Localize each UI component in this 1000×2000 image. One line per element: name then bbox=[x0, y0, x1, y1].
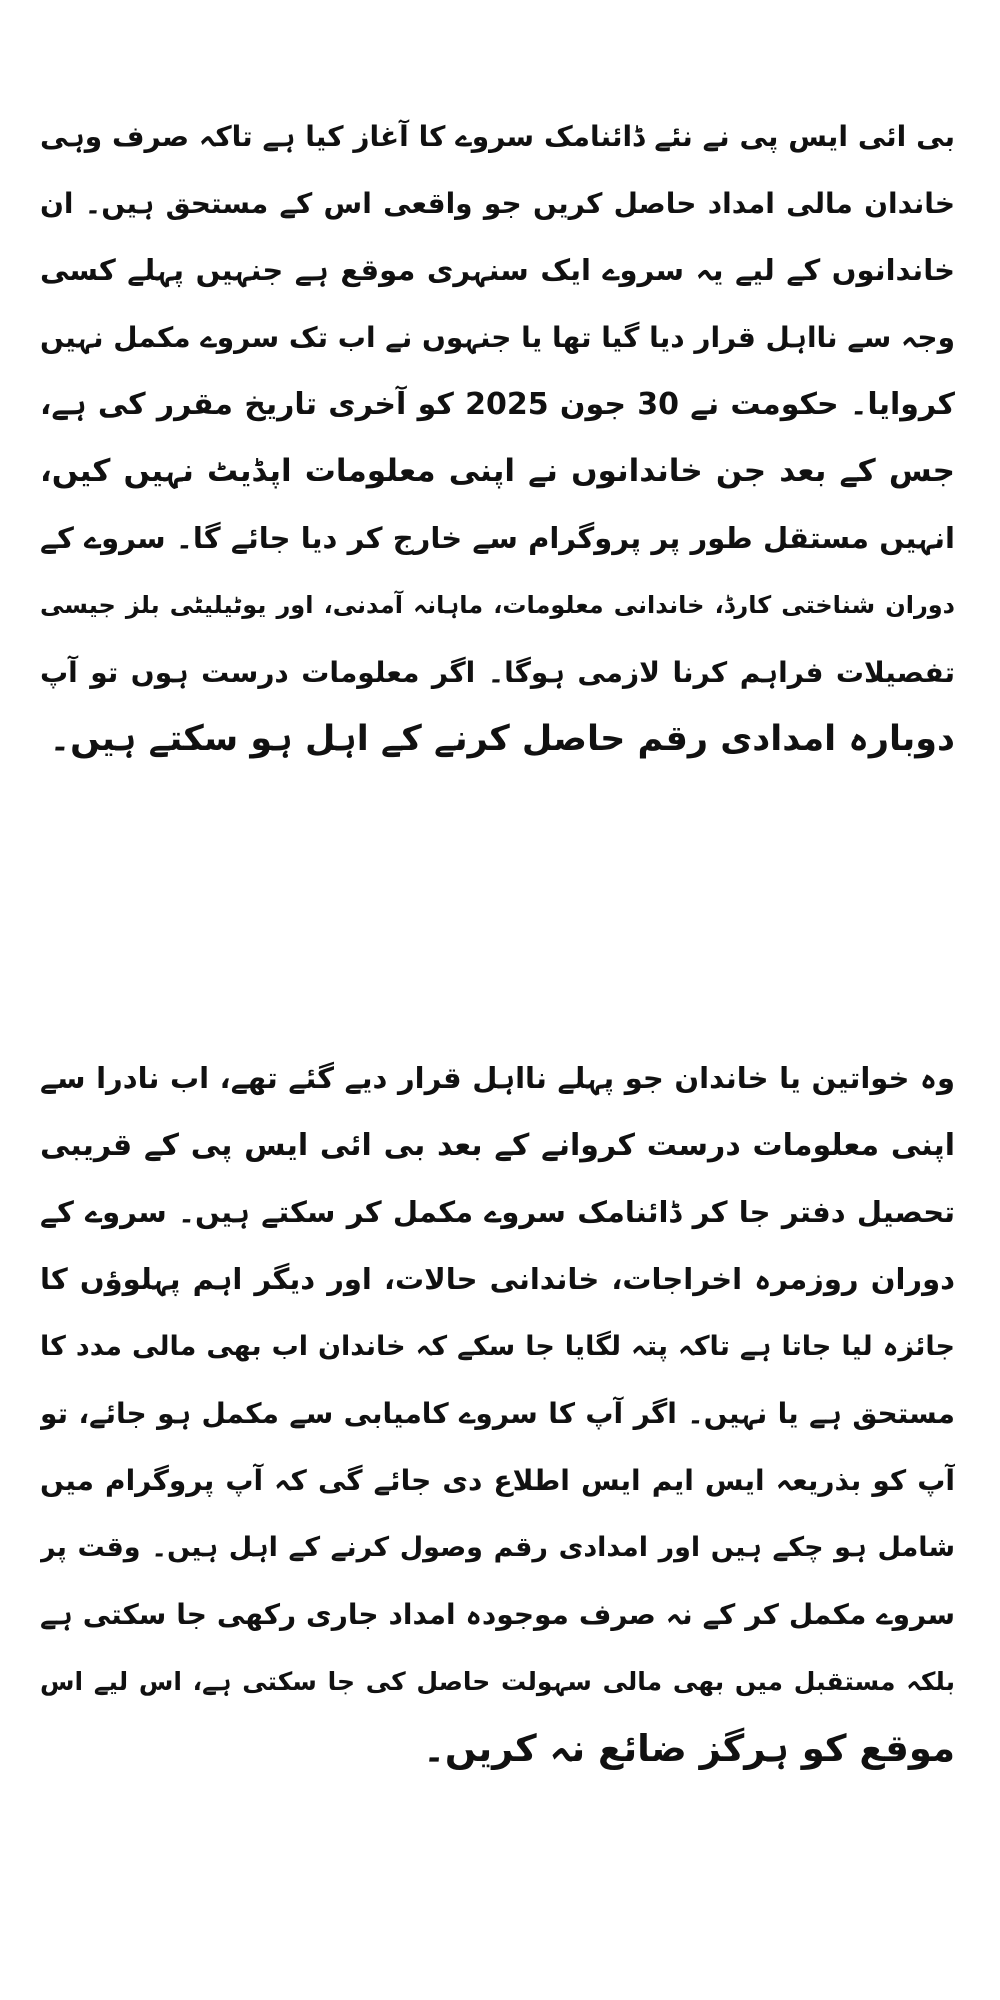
text-line: دوران شناختی کارڈ، خاندانی معلومات، ماہانہ آمدنی، اور یوٹیلیٹی بلز جیسی bbox=[40, 591, 955, 619]
text-line: دوران روزمرہ اخراجات، خاندانی حالات، اور دیگر اہم پہلوؤں کا bbox=[40, 1262, 955, 1296]
text-line: خاندان مالی امداد حاصل کریں جو واقعی اس کے مستحق ہیں۔ ان bbox=[40, 187, 955, 220]
text-line: آپ کو بذریعہ ایس ایم ایس اطلاع دی جائے گی کہ آپ پروگرام میں bbox=[40, 1464, 955, 1497]
text-line: کروایا۔ حکومت نے 30 جون 2025 کو آخری تاریخ مقرر کی ہے، bbox=[40, 387, 955, 422]
article-paragraph-1 bbox=[40, 103, 955, 773]
text-line: بی ائی ایس پی نے نئے ڈائنامک سروے کا آغاز کیا ہے تاکہ صرف وہی bbox=[40, 120, 955, 153]
text-line: مستحق ہے یا نہیں۔ اگر آپ کا سروے کامیابی سے مکمل ہو جائے، تو bbox=[40, 1397, 955, 1430]
text-line: شامل ہو چکے ہیں اور امدادی رقم وصول کرنے کے اہل ہیں۔ وقت پر bbox=[40, 1532, 955, 1563]
text-line: تفصیلات فراہم کرنا لازمی ہوگا۔ اگر معلومات درست ہوں تو آپ bbox=[40, 656, 955, 689]
text-line: سروے مکمل کر کے نہ صرف موجودہ امداد جاری رکھی جا سکتی ہے bbox=[40, 1598, 955, 1631]
text-line: انہیں مستقل طور پر پروگرام سے خارج کر دیا جائے گا۔ سروے کے bbox=[40, 521, 955, 555]
text-line: اپنی معلومات درست کروانے کے بعد بی ائی ایس پی کے قریبی bbox=[40, 1128, 955, 1163]
text-line: موقع کو ہرگز ضائع نہ کریں۔ bbox=[423, 1727, 955, 1770]
article-paragraph-2 bbox=[40, 1045, 955, 1782]
text-line: وہ خواتین یا خاندان جو پہلے نااہل قرار دیے گئے تھے، اب نادرا سے bbox=[40, 1061, 955, 1095]
text-line: جائزہ لیا جاتا ہے تاکہ پتہ لگایا جا سکے کہ خاندان اب بھی مالی مدد کا bbox=[40, 1331, 955, 1362]
text-line: وجہ سے نااہل قرار دیا گیا تھا یا جنہوں نے اب تک سروے مکمل نہیں bbox=[40, 321, 955, 354]
text-line: بلکہ مستقبل میں بھی مالی سہولت حاصل کی جا سکتی ہے، اس لیے اس bbox=[40, 1667, 955, 1696]
text-line: تحصیل دفتر جا کر ڈائنامک سروے مکمل کر سکتے ہیں۔ سروے کے bbox=[40, 1195, 955, 1229]
text-line: جس کے بعد جن خاندانوں نے اپنی معلومات اپڈیٹ نہیں کیں، bbox=[40, 453, 955, 489]
text-line: خاندانوں کے لیے یہ سروے ایک سنہری موقع ہے جنہیں پہلے کسی bbox=[40, 253, 955, 287]
text-line: دوبارہ امدادی رقم حاصل کرنے کے اہل ہو سکتے ہیں۔ bbox=[49, 719, 955, 759]
